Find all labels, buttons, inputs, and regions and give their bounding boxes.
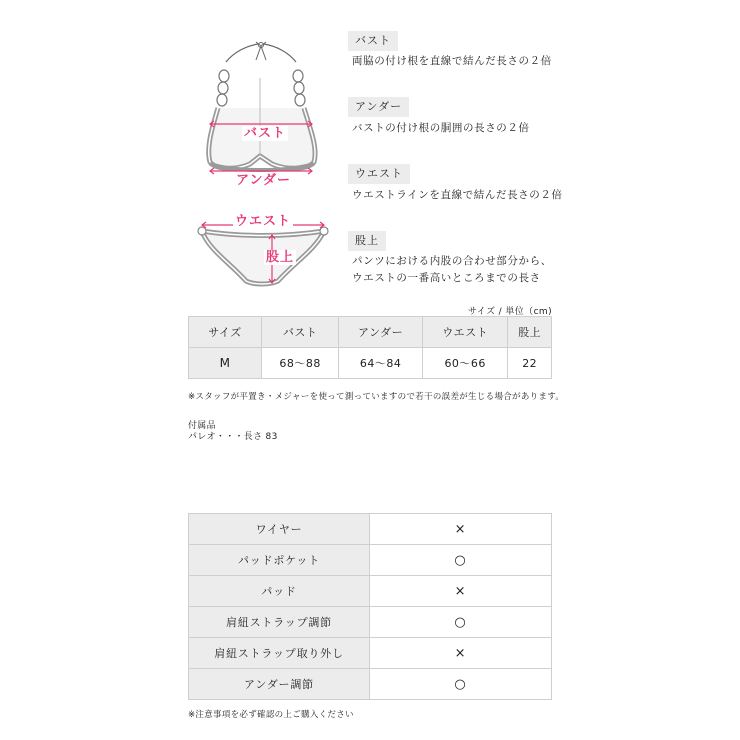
- bikini-top-illustration: [196, 38, 326, 188]
- table-row: [189, 607, 552, 638]
- staff-note: ※スタッフが平置き・メジャーを使って測っていますので若干の誤差が生じる場合があります。: [188, 392, 565, 402]
- measure-tag-under: アンダー: [348, 97, 409, 117]
- feature-table: [188, 513, 552, 700]
- measure-desc-under: バストの付け根の胴囲の長さの２倍: [352, 122, 530, 134]
- table-row: [189, 576, 552, 607]
- size-table-cell: 64〜84: [339, 348, 423, 379]
- size-table-cell: 68〜88: [262, 348, 339, 379]
- feature-name: 肩紐ストラップ調節: [189, 607, 370, 638]
- table-row: [189, 514, 552, 545]
- size-table-header-row: [189, 317, 552, 348]
- measure-desc-waist: ウエストラインを直線で結んだ長さの２倍: [352, 189, 563, 201]
- table-row: [189, 348, 552, 379]
- feature-name: アンダー調節: [189, 669, 370, 700]
- table-row: [189, 669, 552, 700]
- size-table-header: 股上: [508, 317, 552, 348]
- measure-desc-bust: 両脇の付け根を直線で結んだ長さの２倍: [352, 55, 552, 67]
- feature-name: 肩紐ストラップ取り外し: [189, 638, 370, 669]
- accessory-item: パレオ・・・長さ 83: [188, 432, 278, 442]
- feature-name: ワイヤー: [189, 514, 370, 545]
- size-table-cell: 22: [508, 348, 552, 379]
- footer-note: ※注意事項を必ず確認の上ご購入ください: [188, 710, 354, 720]
- feature-name: パッド: [189, 576, 370, 607]
- feature-mark: ○: [370, 669, 552, 700]
- diagram-label-rise: 股上: [266, 250, 295, 265]
- size-table-header: ウエスト: [423, 317, 508, 348]
- size-table-cell: M: [189, 348, 262, 379]
- size-table-header: サイズ: [189, 317, 262, 348]
- size-unit-label: サイズ / 単位（cm): [467, 307, 552, 317]
- measure-desc-rise-1: パンツにおける内股の合わせ部分から、: [352, 255, 552, 267]
- size-table: [188, 316, 552, 379]
- measure-tag-waist: ウエスト: [348, 164, 410, 184]
- table-row: [189, 638, 552, 669]
- accessory-title: 付属品: [188, 421, 216, 431]
- measure-tag-bust: バスト: [348, 31, 398, 51]
- size-table-header: アンダー: [339, 317, 423, 348]
- feature-name: パッドポケット: [189, 545, 370, 576]
- feature-mark: ×: [370, 638, 552, 669]
- feature-mark: ×: [370, 514, 552, 545]
- measure-tag-rise: 股上: [348, 231, 386, 251]
- table-row: [189, 545, 552, 576]
- measure-desc-rise-2: ウエストの一番高いところまでの長さ: [352, 272, 541, 284]
- size-table-cell: 60〜66: [423, 348, 508, 379]
- diagram-label-bust: バスト: [244, 126, 287, 141]
- size-table-header: バスト: [262, 317, 339, 348]
- feature-mark: ○: [370, 545, 552, 576]
- feature-mark: ○: [370, 607, 552, 638]
- diagram-label-under: アンダー: [236, 173, 291, 188]
- feature-mark: ×: [370, 576, 552, 607]
- diagram-label-waist: ウエスト: [235, 214, 292, 229]
